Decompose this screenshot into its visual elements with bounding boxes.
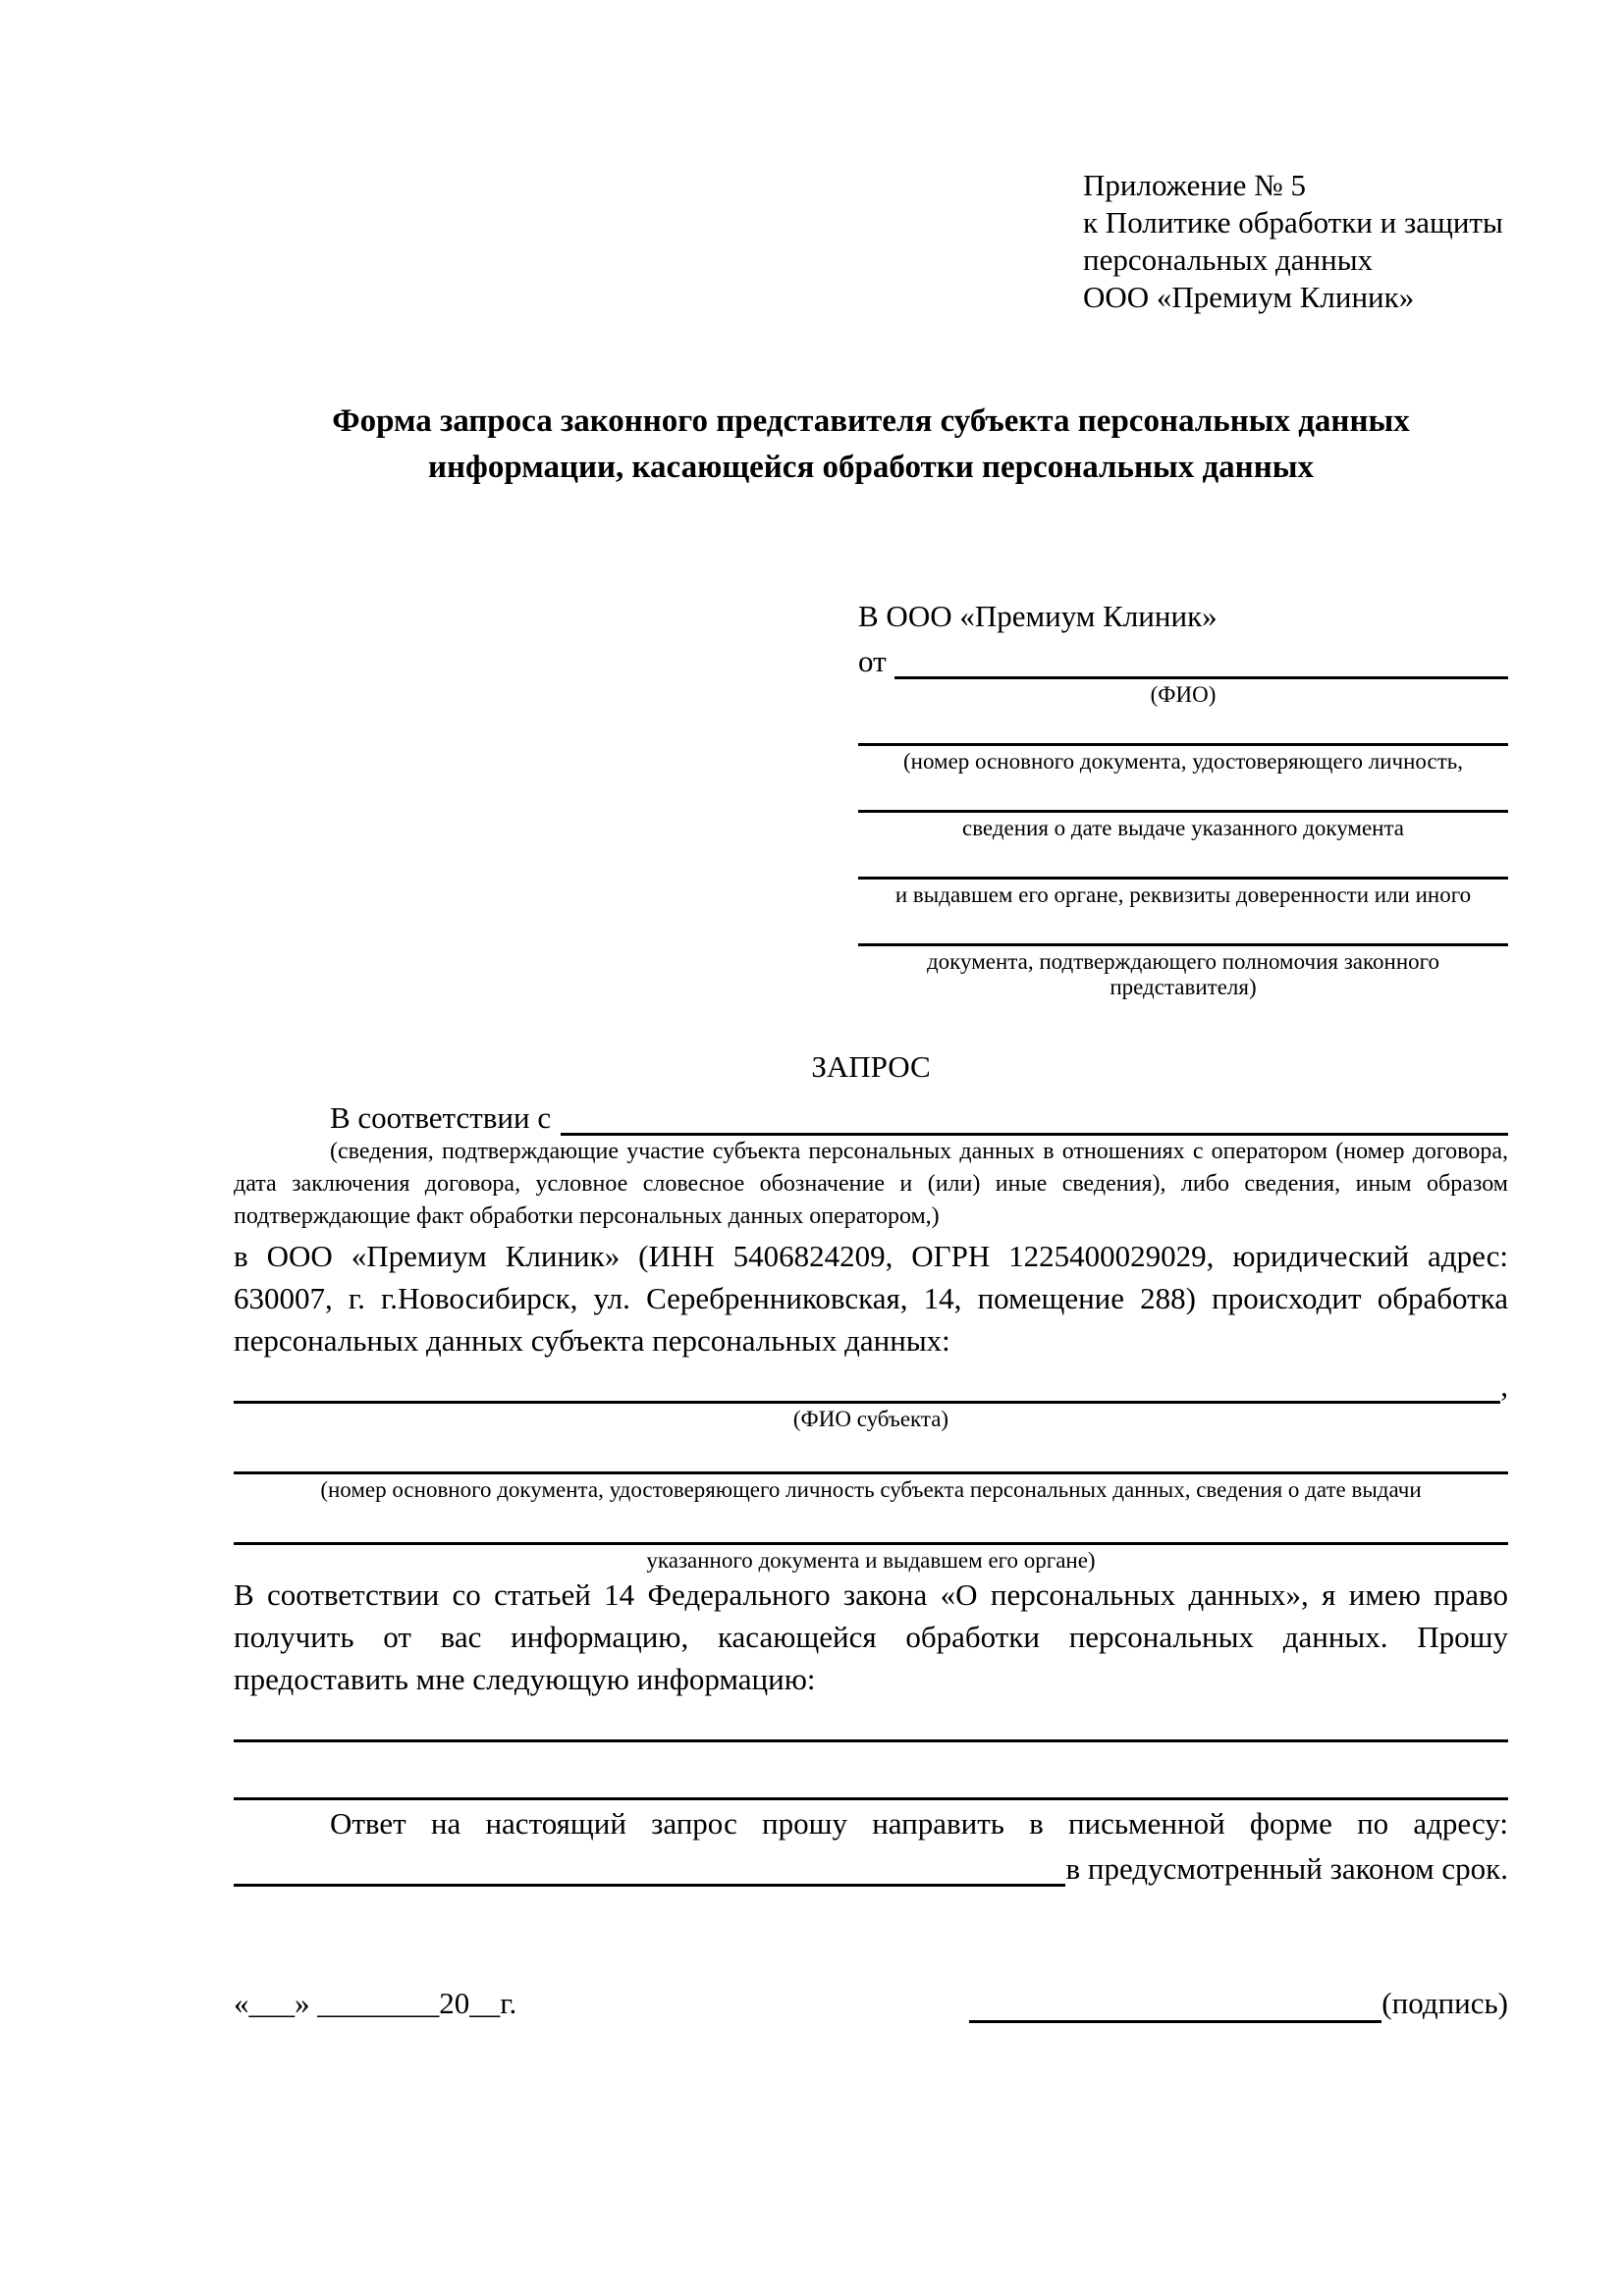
- representative-doc-line-3[interactable]: [858, 841, 1508, 880]
- request-heading: ЗАПРОС: [811, 1049, 931, 1084]
- reply-request-paragraph: Ответ на настоящий запрос прошу направить в письменной форме по адресу:: [330, 1806, 1508, 1841]
- representative-doc-row: [858, 908, 1508, 1000]
- requested-info-line-1[interactable]: [234, 1700, 1508, 1742]
- signature-group: [969, 1981, 1508, 2023]
- subject-doc-row: [234, 1503, 1508, 1574]
- basis-row: [234, 1094, 1508, 1136]
- fio-caption: (ФИО): [1150, 682, 1217, 707]
- subject-doc-line-2[interactable]: [234, 1503, 1508, 1545]
- subject-fio-caption: (ФИО субъекта): [792, 1407, 949, 1431]
- representative-doc-row: [858, 708, 1508, 774]
- appendix-block: [1083, 167, 1508, 316]
- rights-paragraph: В соответствии со статьей 14 Федерального закона «О персональных данных», я имею право получить от вас информацию, касающейся обработки персональных данных. Прошу предоставить мне следующую информацию:: [234, 1577, 1508, 1696]
- appendix-line: персональных данных: [1083, 242, 1374, 277]
- representative-doc-line-1[interactable]: [858, 708, 1508, 746]
- appendix-line: ООО «Премиум Клиник»: [1083, 280, 1415, 314]
- signature-caption: (подпись): [1381, 1986, 1508, 2020]
- requested-info-line-2[interactable]: [234, 1742, 1508, 1800]
- appendix-line: Приложение № 5: [1083, 168, 1306, 202]
- basis-caption: (сведения, подтверждающие участие субъекта персональных данных в отношениях с оператором (номер договора, дата заключения договора, условное словесное обозначение и (или) иные сведения), либо сведения, иным образом подтверждающие факт обработки персональных данных оператором,): [234, 1139, 1508, 1229]
- from-row: [858, 636, 1508, 679]
- form-title: Форма запроса законного представителя субъекта персональных данных информации, касающейся обработки персональных данных: [332, 403, 1410, 485]
- footer-row: [234, 1981, 1508, 2023]
- subject-fio-line[interactable]: [234, 1359, 1500, 1404]
- reply-address-row: [234, 1844, 1508, 1887]
- representative-doc-line-2[interactable]: [858, 774, 1508, 813]
- representative-fio-line[interactable]: [894, 633, 1508, 679]
- representative-doc-caption-2: сведения о дате выдаче указанного документа: [961, 816, 1405, 840]
- representative-doc-row: [858, 774, 1508, 841]
- subject-doc-caption-2: указанного документа и выдавшем его органе): [646, 1548, 1096, 1573]
- subject-doc-caption-1: (номер основного документа, удостоверяющего личность субъекта персональных данных, сведения о дате выдачи: [320, 1477, 1422, 1502]
- appendix-line: к Политике обработки и защиты: [1083, 205, 1503, 240]
- operator-paragraph: в ООО «Премиум Клиник» (ИНН 5406824209, ОГРН 1225400029029, юридический адрес: 630007, г. г.Новосибирск, ул. Серебренниковская, 14, помещение 288) происходит обработка персональных данных субъекта персональных данных:: [234, 1239, 1508, 1358]
- basis-label: В соответствии с: [330, 1100, 552, 1135]
- subject-fio-comma: ,: [1500, 1368, 1508, 1403]
- date-field[interactable]: «___» ________20__г.: [234, 1986, 517, 2020]
- subject-fio-row: [234, 1362, 1508, 1404]
- representative-doc-row: [858, 841, 1508, 908]
- representative-doc-caption-1: (номер основного документа, удостоверяющего личность,: [902, 749, 1463, 774]
- representative-doc-caption-4: документа, подтверждающего полномочия законного представителя): [926, 949, 1439, 999]
- subject-doc-line-1[interactable]: [234, 1432, 1508, 1474]
- reply-address-line[interactable]: [234, 1842, 1065, 1887]
- representative-doc-caption-3: и выдавшем его органе, реквизиты доверенности или иного: [894, 882, 1472, 907]
- addressee-organization: В ООО «Премиум Клиник»: [858, 599, 1218, 633]
- reply-deadline-text: в предусмотренный законом срок.: [1065, 1851, 1508, 1886]
- signature-line[interactable]: [969, 1981, 1381, 2023]
- from-label: от: [858, 644, 887, 678]
- addressee-block: [858, 597, 1508, 1000]
- basis-input-line[interactable]: [561, 1091, 1508, 1136]
- subject-doc-row: [234, 1432, 1508, 1503]
- representative-doc-line-4[interactable]: [858, 908, 1508, 946]
